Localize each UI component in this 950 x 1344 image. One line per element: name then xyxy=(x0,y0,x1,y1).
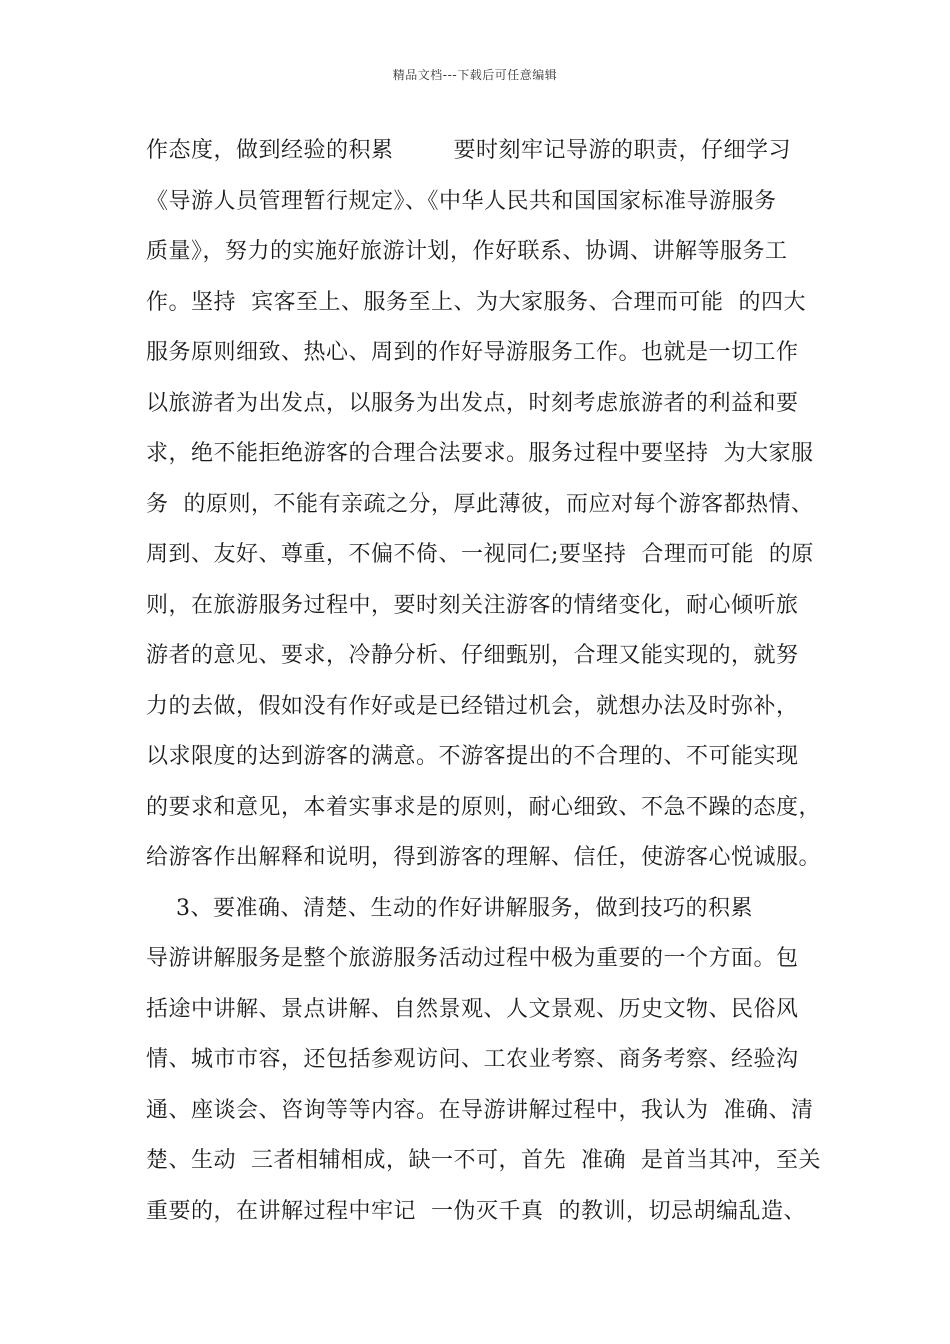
text-line: 给游客作出解释和说明，得到游客的理解、信任，使游客心悦诚服。 xyxy=(146,845,822,870)
text-line: 周到、友好、尊重，不偏不倚、一视同仁;要坚持 合理而可能 的原 xyxy=(146,542,814,567)
text-line: 重要的，在讲解过程中牢记 一伪灭千真 的教训，切忌胡编乱造、 xyxy=(146,1198,806,1224)
text-line: 的要求和意见，本着实事求是的原则，耐心细致、不急不躁的态度， xyxy=(146,794,822,820)
text-line: 质量》，努力的实施好旅游计划，作好联系、协调、讲解等服务工 xyxy=(146,239,788,264)
section-heading-line: 3、要准确、清楚、生动的作好讲解服务，做到技巧的积累 xyxy=(146,895,753,921)
text-line: 作。坚持 宾客至上、服务至上、为大家服务、合理而可能 的四大 xyxy=(146,289,806,315)
text-line: 作态度，做到经验的积累 要时刻牢记导游的职责，仔细学习 xyxy=(146,138,791,163)
text-line: 求，绝不能拒绝游客的合理合法要求。服务过程中要坚持 为大家服 xyxy=(146,441,814,466)
text-line: 以求限度的达到游客的满意。不游客提出的不合理的、不可能实现 xyxy=(146,744,799,769)
text-line: 则，在旅游服务过程中，要时刻关注游客的情绪变化，耐心倾听旅 xyxy=(146,592,799,618)
text-line: 通、座谈会、咨询等等内容。在导游讲解过程中，我认为 准确、清 xyxy=(146,1097,814,1123)
text-line: 导游讲解服务是整个旅游服务活动过程中极为重要的一个方面。包 xyxy=(146,946,799,971)
text-line: 《导游人员管理暂行规定》、《中华人民共和国国家标准导游服务 xyxy=(146,188,777,214)
text-line: 力的去做，假如没有作好或是已经错过机会，就想办法及时弥补， xyxy=(146,693,799,719)
text-line: 以旅游者为出发点，以服务为出发点，时刻考虑旅游者的利益和要 xyxy=(146,390,799,416)
text-line: 服务原则细致、热心、周到的作好导游服务工作。也就是一切工作 xyxy=(146,340,799,365)
page-header: 精品文档---下载后可任意编辑 xyxy=(392,68,558,82)
document-body xyxy=(146,132,826,1243)
text-line: 楚、生动 三者相辅相成，缺一不可，首先 准确 是首当其冲，至关 xyxy=(146,1148,821,1173)
text-line: 游者的意见、要求，冷静分析、仔细甄别，合理又能实现的，就努 xyxy=(146,643,799,668)
text-line: 括途中讲解、景点讲解、自然景观、人文景观、历史文物、民俗风 xyxy=(146,996,799,1022)
text-line: 务 的原则，不能有亲疏之分，厚此薄彼，而应对每个游客都热情、 xyxy=(146,491,814,517)
text-line: 情、城市市容，还包括参观访问、工农业考察、商务考察、经验沟 xyxy=(146,1047,799,1072)
